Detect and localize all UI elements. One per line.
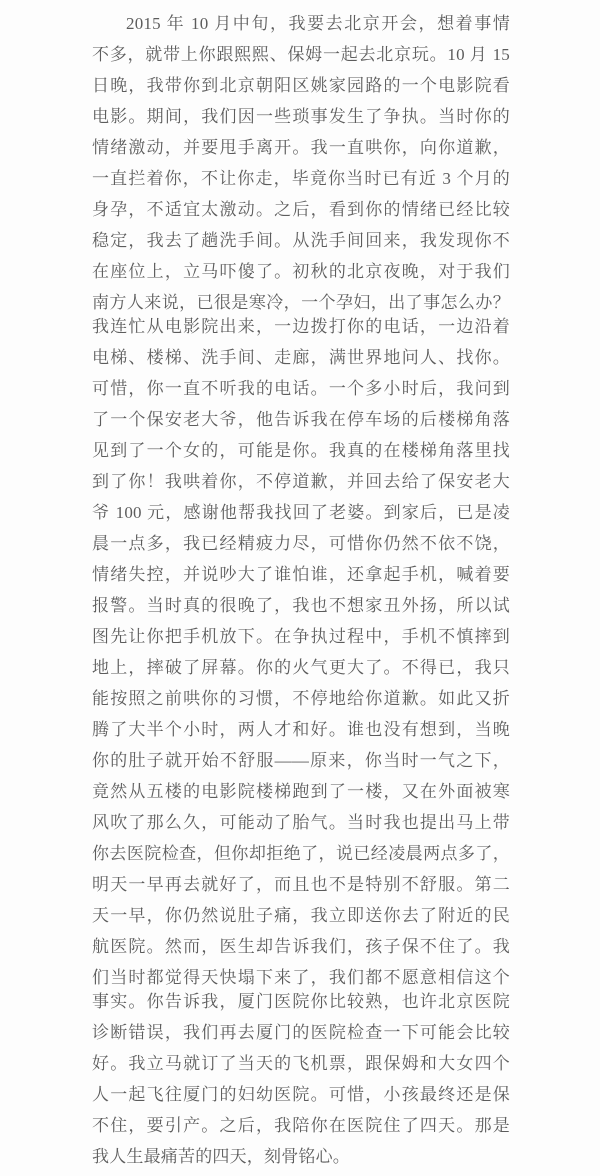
text-line: 爷 100 元，感谢他帮我找回了老婆。到家后，已是凌 bbox=[92, 503, 510, 522]
text-line: 你的肚子就开始不舒服——原来，你当时一气之下， bbox=[92, 751, 510, 770]
text-line: 日晚，我带你到北京朝阳区姚家园路的一个电影院看 bbox=[92, 76, 510, 95]
text-line: 风吹了那么久，可能动了胎气。当时我也提出马上带 bbox=[92, 813, 510, 832]
text-line: 电影。期间，我们因一些琐事发生了争执。当时你的 bbox=[92, 107, 510, 126]
text-line: 可惜，你一直不听我的电话。一个多小时后，我问到 bbox=[92, 379, 510, 398]
text-line: 一直拦着你，不让你走，毕竟你当时已有近 3 个月的 bbox=[92, 169, 510, 188]
text-line: 航医院。然而，医生却告诉我们，孩子保不住了。我 bbox=[92, 937, 510, 956]
text-line: 地上，摔破了屏幕。你的火气更大了。不得已，我只 bbox=[92, 658, 510, 677]
text-line: 情绪激动，并要甩手离开。我一直哄你，向你道歉， bbox=[92, 138, 510, 157]
text-line: 我人生最痛苦的四天，刻骨铭心。 bbox=[92, 1147, 350, 1166]
text-line: 事实。你告诉我，厦门医院你比较熟，也许北京医院 bbox=[92, 992, 510, 1011]
text-line: 见到了一个女的，可能是你。我真的在楼梯角落里找 bbox=[92, 441, 510, 460]
text-line: 不住，要引产。之后，我陪你在医院住了四天。那是 bbox=[92, 1116, 510, 1135]
text-line: 2015 年 10 月中旬，我要去北京开会，想着事情 bbox=[126, 14, 510, 33]
text-line: 了一个保安老大爷，他告诉我在停车场的后楼梯角落 bbox=[92, 410, 510, 429]
text-line: 我连忙从电影院出来，一边拨打你的电话，一边沿着 bbox=[92, 317, 510, 336]
text-line: 们当时都觉得天快塌下来了，我们都不愿意相信这个 bbox=[92, 968, 510, 987]
text-line: 晨一点多，我已经精疲力尽，可惜你仍然不依不饶， bbox=[92, 534, 510, 553]
text-line: 诊断错误，我们再去厦门的医院检查一下可能会比较 bbox=[92, 1023, 510, 1042]
text-line: 明天一早再去就好了，而且也不是特别不舒服。第二 bbox=[92, 875, 510, 894]
text-line: 报警。当时真的很晚了，我也不想家丑外扬，所以试 bbox=[92, 596, 510, 615]
text-line: 图先让你把手机放下。在争执过程中，手机不慎摔到 bbox=[92, 627, 510, 646]
text-line: 好。我立马就订了当天的飞机票，跟保姆和大女四个 bbox=[92, 1054, 510, 1073]
text-line: 在座位上，立马吓傻了。初秋的北京夜晚，对于我们 bbox=[92, 262, 510, 281]
text-line: 不多，就带上你跟熙熙、保姆一起去北京玩。10 月 15 bbox=[92, 45, 510, 64]
text-line: 你去医院检查，但你却拒绝了，说已经凌晨两点多了， bbox=[92, 844, 510, 863]
text-line: 身孕，不适宜太激动。之后，看到你的情绪已经比较 bbox=[92, 200, 510, 219]
text-line: 南方人来说，已很是寒冷，一个孕妇，出了事怎么办？ bbox=[92, 293, 510, 312]
text-line: 竟然从五楼的电影院楼梯跑到了一楼，又在外面被寒 bbox=[92, 782, 510, 801]
text-line: 到了你！我哄着你，不停道歉，并回去给了保安老大 bbox=[92, 472, 510, 491]
text-line: 腾了大半个小时，两人才和好。谁也没有想到，当晚 bbox=[92, 720, 510, 739]
text-line: 人一起飞往厦门的妇幼医院。可惜，小孩最终还是保 bbox=[92, 1085, 510, 1104]
text-line: 稳定，我去了趟洗手间。从洗手间回来，我发现你不 bbox=[92, 231, 510, 250]
text-line: 天一早，你仍然说肚子痛，我立即送你去了附近的民 bbox=[92, 906, 510, 925]
text-line: 情绪失控，并说吵大了谁怕谁，还拿起手机，喊着要 bbox=[92, 565, 510, 584]
text-line: 能按照之前哄你的习惯，不停地给你道歉。如此又折 bbox=[92, 689, 510, 708]
text-line: 电梯、楼梯、洗手间、走廊，满世界地问人、找你。 bbox=[92, 348, 510, 367]
